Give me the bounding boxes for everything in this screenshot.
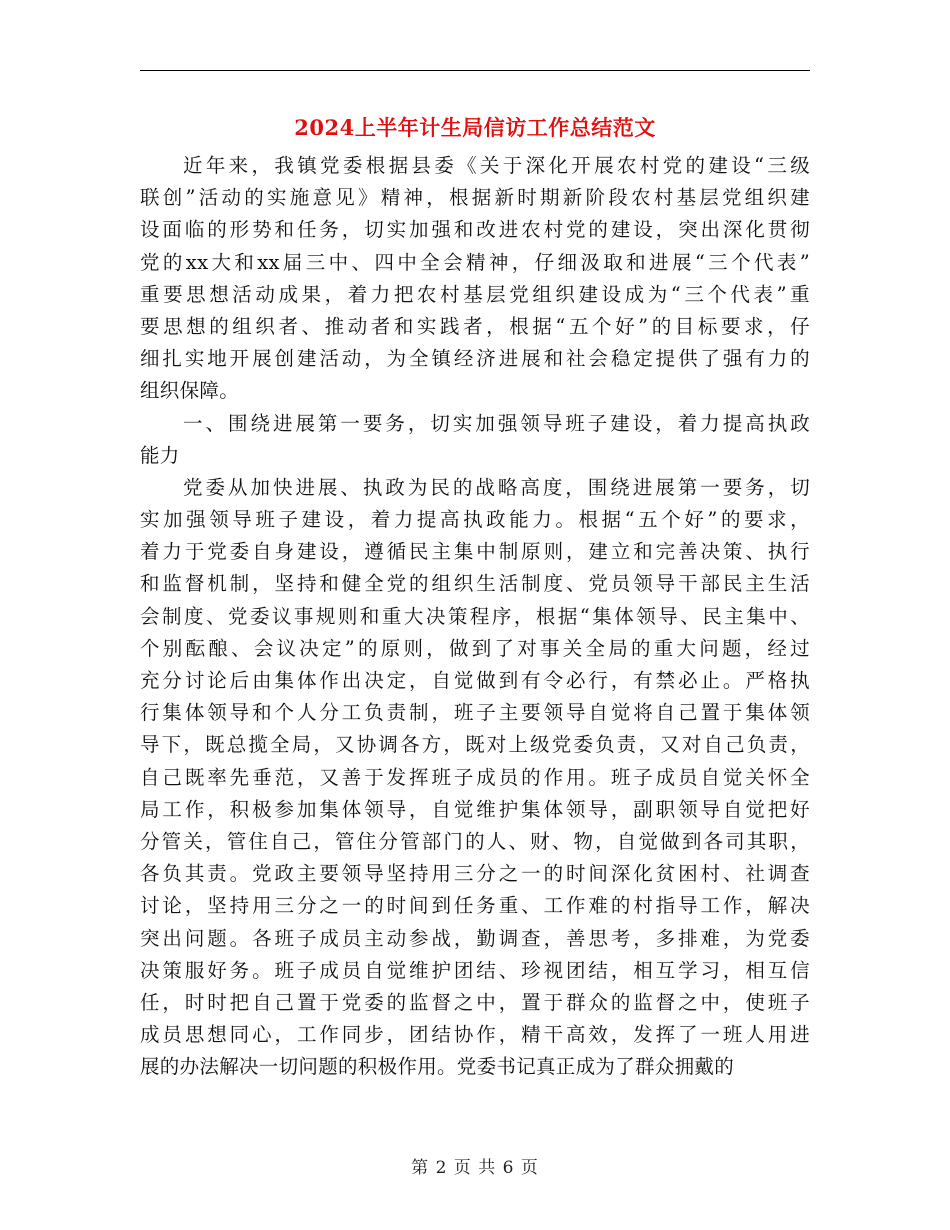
paragraph-line: 近年来，我镇党委根据县委《关于深化开展农村党的建设“三级 <box>183 154 810 177</box>
paragraph-line: 组织保障。 <box>140 379 240 403</box>
document-title: 2024上半年计生局信访工作总结范文 <box>294 115 656 140</box>
paragraph-line: 各负其责。党政主要领导坚持用三分之一的时间深化贫困村、社调查 <box>140 862 810 886</box>
paragraph-line: 决策服好务。班子成员自觉维护团结、珍视团结，相互学习，相互信 <box>140 958 810 982</box>
page-number-footer: 第 2 页 共 6 页 <box>411 1158 539 1178</box>
paragraph-line: 分管关，管住自己，管住分管部门的人、财、物，自觉做到各司其职， <box>140 829 810 853</box>
paragraph-line: 一、围绕进展第一要务，切实加强领导班子建设，着力提高执政 <box>183 411 810 435</box>
paragraph-line: 成员思想同心，工作同步，团结协作，精干高效，发挥了一班人用进 <box>140 1023 810 1047</box>
paragraph-line: 要思想的组织者、推动者和实践者，根据“五个好”的目标要求，仔 <box>140 314 810 338</box>
paragraph-line: 充分讨论后由集体作出决定，自觉做到有令必行，有禁必止。严格执 <box>140 669 810 692</box>
paragraph-line: 讨论，坚持用三分之一的时间到任务重、工作难的村指导工作，解决 <box>140 894 810 918</box>
paragraph-line: 着力于党委自身建设，遵循民主集中制原则，建立和完善决策、执行 <box>140 540 810 564</box>
paragraph-line: 和监督机制，坚持和健全党的组织生活制度、党员领导干部民主生活 <box>140 572 810 596</box>
paragraph-line: 实加强领导班子建设，着力提高执政能力。根据“五个好”的要求， <box>140 508 810 532</box>
paragraph-line: 任，时时把自己置于党委的监督之中，置于群众的监督之中，使班子 <box>140 990 810 1014</box>
paragraph-line: 党的xx大和xx届三中、四中全会精神，仔细汲取和进展“三个代表” <box>140 250 810 274</box>
paragraph-line: 细扎实地开展创建活动，为全镇经济进展和社会稳定提供了强有力的 <box>140 347 810 371</box>
paragraph-line: 突出问题。各班子成员主动参战，勤调查，善思考，多排难，为党委 <box>140 926 810 950</box>
paragraph-line: 自己既率先垂范，又善于发挥班子成员的作用。班子成员自觉关怀全 <box>140 765 810 789</box>
paragraph-line: 局工作，积极参加集体领导，自觉维护集体领导，副职领导自觉把好 <box>140 797 810 821</box>
paragraph-line: 党委从加快进展、执政为民的战略高度，围绕进展第一要务，切 <box>183 475 810 499</box>
paragraph-line: 联创”活动的实施意见》精神，根据新时期新阶段农村基层党组织建 <box>140 186 810 210</box>
paragraph-line: 能力 <box>140 443 180 467</box>
paragraph-line: 设面临的形势和任务，切实加强和改进农村党的建设，突出深化贯彻 <box>140 218 810 242</box>
paragraph-line: 会制度、党委议事规则和重大决策程序，根据“集体领导、民主集中、 <box>140 604 810 628</box>
paragraph-line: 行集体领导和个人分工负责制，班子主要领导自觉将自己置于集体领 <box>140 701 810 725</box>
paragraph-line: 展的办法解决一切问题的积极作用。党委书记真正成为了群众拥戴的 <box>140 1055 735 1079</box>
paragraph-line: 个别酝酿、会议决定”的原则，做到了对事关全局的重大问题，经过 <box>140 636 810 660</box>
header-rule <box>140 70 810 71</box>
document-body <box>140 150 810 1083</box>
paragraph-line: 重要思想活动成果，着力把农村基层党组织建设成为“三个代表”重 <box>140 282 810 306</box>
paragraph-line: 导下，既总揽全局，又协调各方，既对上级党委负责，又对自己负责， <box>140 733 810 757</box>
